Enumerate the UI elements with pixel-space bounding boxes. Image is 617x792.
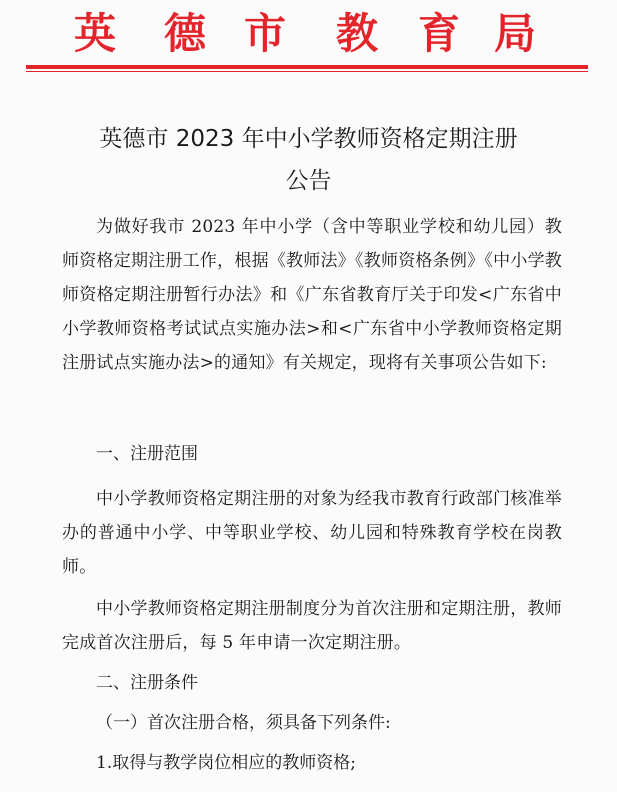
letterhead-rule-thick (26, 65, 588, 69)
scope-paragraph-2: 中小学教师资格定期注册制度分为首次注册和定期注册，教师完成首次注册后，每 5 年申请一次定期注册。 (62, 599, 562, 653)
letterhead-char: 教 (336, 9, 379, 58)
document-title-line-2: 公告 (285, 168, 332, 194)
intro-paragraph: 为做好我市 2023 年中小学（含中等职业学校和幼儿园）教师资格定期注册工作，根据《教师法》《教师资格条例》《中小学教师资格定期注册暂行办法》和《广东省教育厅关于印发<广东省中小学教师资格考试试点实施办法>和<广东省中小学教师资格定期注册试点实施办法>的通知》有关规定，现将有关事项公告如下: (62, 217, 562, 373)
letterhead-title (0, 4, 617, 64)
section-heading-conditions: 二、注册条件 (96, 673, 198, 693)
letterhead-char: 德 (164, 9, 207, 58)
document-title-line-1: 英德市 2023 年中小学教师资格定期注册 (99, 126, 518, 152)
letterhead-char: 英 (74, 9, 117, 58)
list-item: 1.取得与教学岗位相应的教师资格; (96, 753, 356, 773)
subsection-heading: （一）首次注册合格，须具备下列条件: (96, 713, 391, 733)
letterhead-rule-thin (26, 71, 588, 72)
letterhead-char: 局 (494, 9, 537, 58)
section-heading-scope: 一、注册范围 (96, 444, 198, 464)
letterhead-char: 育 (418, 9, 461, 58)
letterhead-char: 市 (244, 9, 287, 58)
scope-paragraph-1: 中小学教师资格定期注册的对象为经我市教育行政部门核准举办的普通中小学、中等职业学校、幼儿园和特殊教育学校在岗教师。 (62, 489, 562, 577)
